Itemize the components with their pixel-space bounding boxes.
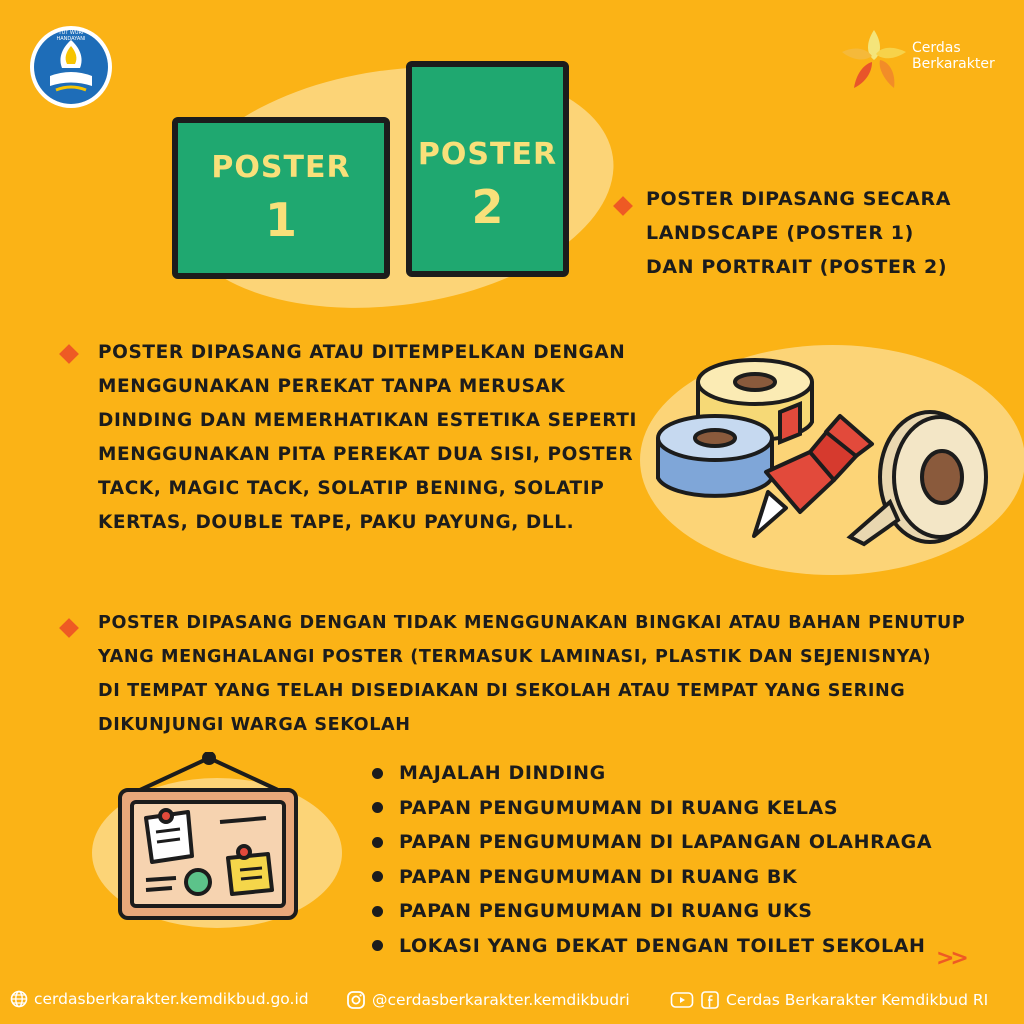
instagram-icon <box>346 990 366 1010</box>
section-2-line: DINDING DAN MEMERHATIKAN ESTETIKA SEPERTI <box>98 410 637 431</box>
poster-2-title: POSTER <box>417 137 558 172</box>
website-link[interactable]: cerdasberkarakter.kemdikbud.go.id <box>34 990 309 1008</box>
bullet-diamond-2 <box>59 344 79 364</box>
footer-instagram[interactable] <box>346 990 630 1010</box>
bullet-diamond-3 <box>59 618 79 638</box>
facebook-icon <box>700 990 720 1010</box>
cerdas-berkarakter-logo-icon <box>838 26 910 92</box>
section-2-line: MENGGUNAKAN PITA PEREKAT DUA SISI, POSTER <box>98 444 634 465</box>
section-1-text <box>646 182 951 284</box>
footer-social[interactable] <box>670 990 988 1010</box>
location-label: LOKASI YANG DEKAT DENGAN TOILET SEKOLAH <box>399 934 926 957</box>
bullet-dot <box>372 940 383 951</box>
location-label: PAPAN PENGUMUMAN DI RUANG UKS <box>399 900 813 923</box>
list-item <box>372 929 932 964</box>
section-2-line: POSTER DIPASANG ATAU DITEMPELKAN DENGAN <box>98 342 626 363</box>
poster-2-number: 2 <box>471 180 504 234</box>
logo-left-text: TUT WURI HANDAYANI <box>56 30 86 42</box>
section-2-text <box>98 336 637 540</box>
list-item <box>372 894 932 929</box>
section-2-line: KERTAS, DOUBLE TAPE, PAKU PAYUNG, DLL. <box>98 512 575 533</box>
location-label: MAJALAH DINDING <box>399 762 606 785</box>
location-label: PAPAN PENGUMUMAN DI RUANG BK <box>399 865 798 888</box>
tut-wuri-handayani-logo <box>28 24 114 110</box>
list-item <box>372 860 932 895</box>
bullet-dot <box>372 768 383 779</box>
youtube-icon <box>670 991 694 1009</box>
section-3-line: YANG MENGHALANGI POSTER (TERMASUK LAMINASI, PLASTIK DAN SEJENISNYA) <box>98 647 932 667</box>
bullet-dot <box>372 837 383 848</box>
next-page-indicator[interactable]: >> <box>936 946 965 971</box>
section-3-line: POSTER DIPASANG DENGAN TIDAK MENGGUNAKAN BINGKAI ATAU BAHAN PENUTUP <box>98 613 966 633</box>
section-2-line: MENGGUNAKAN PEREKAT TANPA MERUSAK <box>98 376 566 397</box>
footer <box>0 986 1024 1018</box>
bullet-diamond-1 <box>613 196 633 216</box>
globe-icon <box>10 990 28 1008</box>
list-item <box>372 791 932 826</box>
bullet-dot <box>372 871 383 882</box>
section-3-line: DI TEMPAT YANG TELAH DISEDIAKAN DI SEKOLAH ATAU TEMPAT YANG SERING <box>98 681 906 701</box>
bulletin-board-illustration <box>116 752 302 924</box>
section-2-line: TACK, MAGIC TACK, SOLATIP BENING, SOLATIP <box>98 478 605 499</box>
cerdas-berkarakter-brand <box>912 40 995 72</box>
location-label: PAPAN PENGUMUMAN DI LAPANGAN OLAHRAGA <box>399 831 933 854</box>
social-name[interactable]: Cerdas Berkarakter Kemdikbud RI <box>726 991 989 1009</box>
brand-line-1: Cerdas <box>912 40 961 56</box>
poster-1-number: 1 <box>264 192 297 247</box>
list-item <box>372 825 932 860</box>
bullet-dot <box>372 906 383 917</box>
brand-line-2: Berkarakter <box>912 56 995 72</box>
footer-website[interactable] <box>10 990 309 1008</box>
section-1-line: LANDSCAPE (POSTER 1) <box>646 222 914 244</box>
section-3-line: DIKUNJUNGI WARGA SEKOLAH <box>98 715 411 735</box>
tape-and-pin-illustration <box>650 352 1000 562</box>
section-3-text <box>98 606 965 742</box>
location-list <box>372 756 932 963</box>
section-1-line: DAN PORTRAIT (POSTER 2) <box>646 256 948 278</box>
bullet-dot <box>372 802 383 813</box>
poster-portrait <box>406 61 569 277</box>
instagram-handle[interactable]: @cerdasberkarakter.kemdikbudri <box>372 991 630 1009</box>
poster-1-title: POSTER <box>211 149 351 185</box>
section-1-line: POSTER DIPASANG SECARA <box>646 188 952 210</box>
poster-landscape <box>172 117 390 279</box>
location-label: PAPAN PENGUMUMAN DI RUANG KELAS <box>399 796 839 819</box>
list-item <box>372 756 932 791</box>
